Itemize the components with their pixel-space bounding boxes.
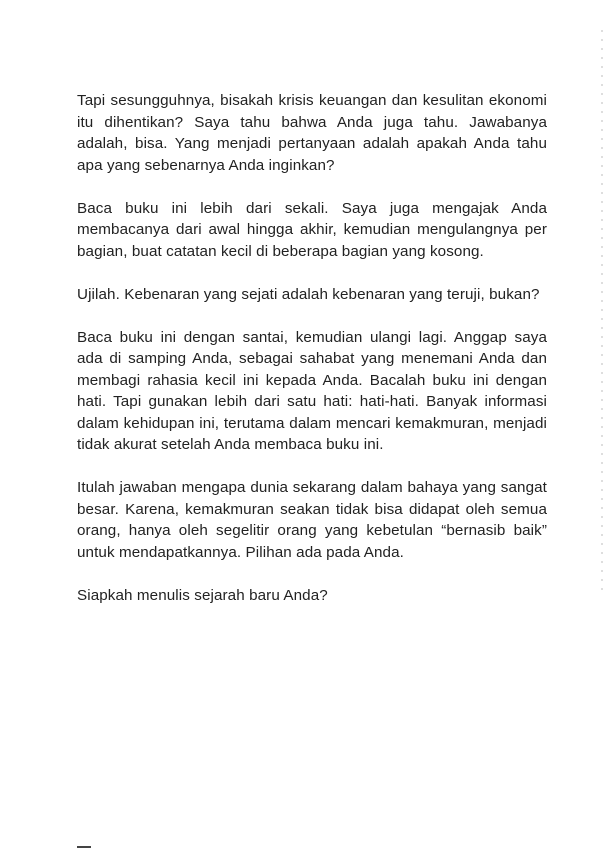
body-text [77,90,547,606]
paragraph-ujilah: Ujilah. Kebenaran yang sejati adalah kebenaran yang teruji, bukan? [77,285,540,303]
scan-edge-artifact [601,30,603,590]
paragraph-krisis-keuangan: Tapi sesungguhnya, bisakah krisis keuangan dan kesulitan ekonomi itu dihentikan? Saya tahu bahwa Anda juga tahu. Jawabanya adalah, bisa. Yang menjadi pertanyaan adalah apakah Anda tahu apa yang sebenarnya Anda inginkan? [77,92,547,174]
paragraph-baca-lebih-dari-sekali: Baca buku ini lebih dari sekali. Saya juga mengajak Anda membacanya dari awal hingga akhir, kemudian mengulangnya per bagian, buat catatan kecil di beberapa bagian yang kosong. [77,199,547,260]
paragraph-siapkah: Siapkah menulis sejarah baru Anda? [77,586,328,604]
paragraph-baca-dengan-santai: Baca buku ini dengan santai, kemudian ulangi lagi. Anggap saya ada di samping Anda, sebagai sahabat yang menemani Anda dan membagi rahasia kecil ini kepada Anda. Bacalah buku ini dengan hati. Tapi gunakan lebih dari satu hati: hati-hati. Banyak informasi dalam kehidupan ini, terutama dalam mencari kemakmuran, menjadi tidak akurat setelah Anda membaca buku ini. [77,328,547,453]
paragraph-itulah-jawaban: Itulah jawaban mengapa dunia sekarang dalam bahaya yang sangat besar. Karena, kemakmuran seakan tidak bisa didapat oleh semua orang, hanya oleh segelitir orang yang kebetulan “bernasib baik” untuk mendapatkannya. Pilihan ada pada Anda. [77,479,547,561]
page-footer-mark [77,846,91,848]
